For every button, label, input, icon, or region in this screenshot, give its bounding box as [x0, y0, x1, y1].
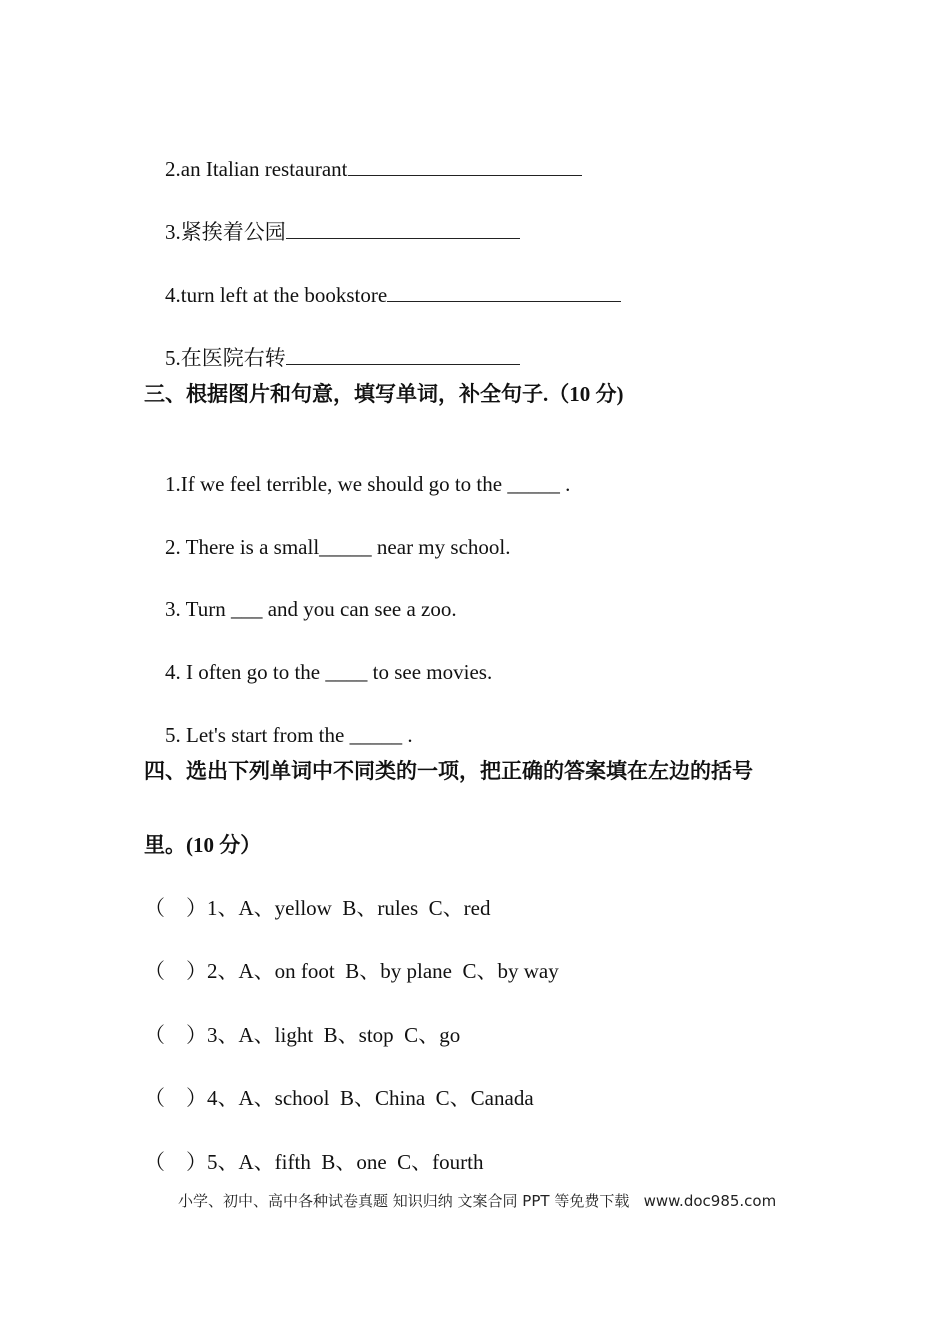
- choice-item-1: （ ）1、A、yellow B、rules C、red: [144, 896, 491, 920]
- answer-line: [348, 155, 582, 176]
- blank: _____: [319, 535, 372, 559]
- choice-item-3: （ ）3、A、light B、stop C、go: [144, 1023, 461, 1047]
- item-text: near my school.: [371, 535, 511, 559]
- item-text: 2. There is a small: [165, 535, 320, 559]
- item-text: 2.an Italian restaurant: [165, 157, 348, 181]
- section-3-heading: 三、根据图片和句意，填写单词，补全句子.（10 分): [144, 382, 624, 406]
- answer-line: [286, 344, 520, 365]
- choice-item-5: （ ）5、A、fifth B、one C、fourth: [144, 1150, 484, 1174]
- item-text: 3.紧挨着公园: [165, 220, 286, 244]
- answer-line: [286, 218, 520, 239]
- choice-item-2: （ ）2、A、on foot B、by plane C、by way: [144, 959, 559, 983]
- item-text: 3. Turn: [165, 597, 231, 621]
- choice-item-4: （ ）4、A、school B、China C、Canada: [144, 1086, 534, 1110]
- section-4-heading-line-2: 里。(10 分）: [144, 833, 262, 857]
- item-text: .: [559, 472, 571, 496]
- blank: ___: [230, 597, 263, 621]
- item-text: 1.If we feel terrible, we should go to the: [165, 472, 508, 496]
- item-text: 5. Let's start from the: [165, 723, 350, 747]
- item-text: 4.turn left at the bookstore: [165, 283, 388, 307]
- item-text: .: [402, 723, 413, 747]
- section-4-heading-line-1: 四、选出下列单词中不同类的一项，把正确的答案填在左边的括号: [144, 759, 753, 783]
- answer-line: [387, 281, 621, 302]
- blank: _____: [507, 472, 560, 496]
- item-text: to see movies.: [367, 660, 493, 684]
- blank: ____: [325, 660, 368, 684]
- footer-banner: 小学、初中、高中各种试卷真题 知识归纳 文案合同 PPT 等免费下载 www.doc985.com: [178, 1192, 777, 1210]
- item-text: 5.在医院右转: [165, 346, 286, 370]
- item-text: 4. I often go to the: [165, 660, 326, 684]
- blank: _____: [349, 723, 403, 747]
- item-text: and you can see a zoo.: [262, 597, 457, 621]
